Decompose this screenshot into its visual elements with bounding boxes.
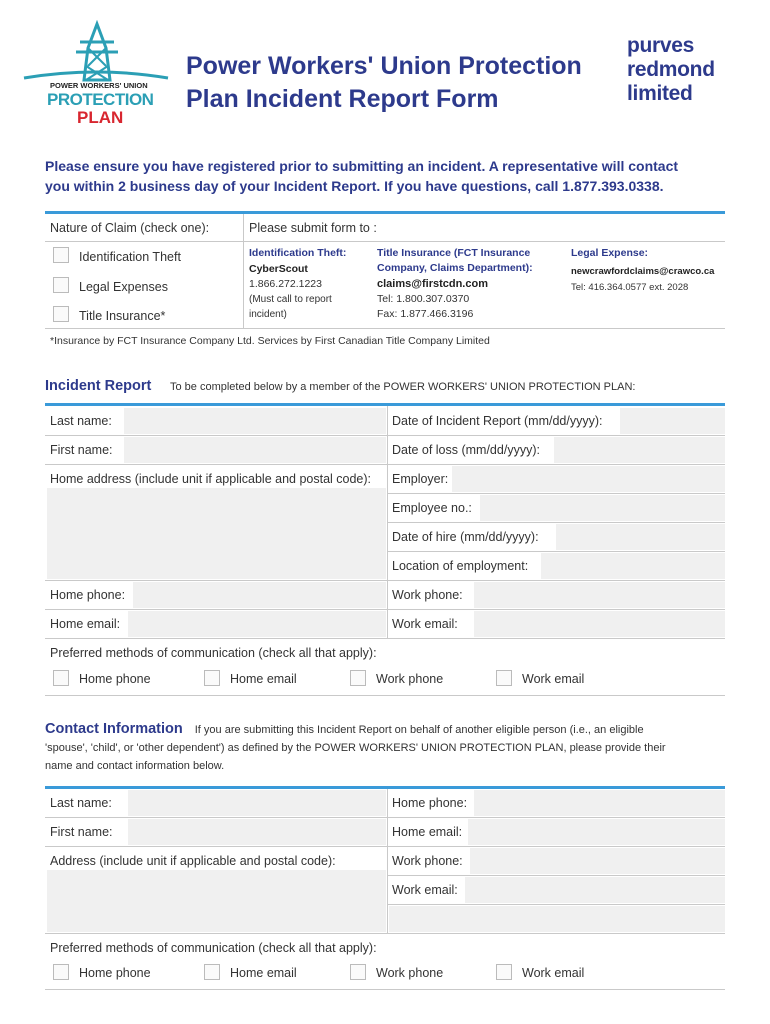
title-ins-tel: Tel: 1.800.307.0370	[377, 293, 470, 305]
divider	[45, 695, 725, 696]
incident-home-email-label: Home email	[230, 672, 297, 686]
contact-home-email-checkbox[interactable]	[204, 964, 220, 980]
insurance-footnote: *Insurance by FCT Insurance Company Ltd. Services by First Canadian Title Company Limited	[50, 335, 490, 347]
last-name-input[interactable]	[124, 408, 386, 434]
contact-home-email-input[interactable]	[468, 819, 725, 845]
id-theft-heading: Identification Theft:	[249, 247, 347, 259]
divider	[45, 241, 725, 242]
contact-home-phone-label: Home phone:	[392, 796, 468, 810]
divider	[45, 328, 725, 329]
divider	[45, 638, 725, 639]
date-hire-label: Date of hire (mm/dd/yyyy):	[392, 530, 539, 544]
submit-form-label: Please submit form to :	[249, 221, 377, 235]
legal-heading: Legal Expense:	[571, 247, 649, 259]
last-name-label: Last name:	[50, 414, 112, 428]
id-theft-contact	[249, 246, 369, 322]
id-theft-company: CyberScout	[249, 263, 308, 275]
contact-para-line3: name and contact information below.	[45, 760, 225, 772]
location-label: Location of employment:	[392, 559, 529, 573]
home-address-input[interactable]	[47, 488, 386, 579]
claim-title-label: Title Insurance*	[79, 309, 166, 323]
home-email-input[interactable]	[128, 611, 386, 637]
section-rule	[45, 786, 725, 789]
divider	[45, 933, 725, 934]
contact-work-email-input[interactable]	[465, 877, 725, 903]
first-name-input[interactable]	[124, 437, 386, 463]
work-email-label: Work email:	[392, 617, 458, 631]
contact-method-work-email: Work email	[522, 966, 585, 980]
contact-method-home-email: Home email	[230, 966, 297, 980]
date-report-input[interactable]	[620, 408, 725, 434]
date-report-label: Date of Incident Report (mm/dd/yyyy):	[392, 414, 603, 428]
contact-home-email-label: Home email:	[392, 825, 463, 839]
claim-id-theft-label: Identification Theft	[79, 250, 181, 264]
employee-no-input[interactable]	[480, 495, 725, 521]
incident-work-email-label: Work email	[522, 672, 585, 686]
intro-line1: Please ensure you have registered prior to submitting an incident. A representative will contact	[45, 158, 679, 174]
employer-input[interactable]	[452, 466, 725, 492]
title-ins-email: claims@firstcdn.com	[377, 278, 488, 290]
incident-work-email-checkbox[interactable]	[496, 670, 512, 686]
date-loss-input[interactable]	[554, 437, 725, 463]
contact-info-heading: Contact Information	[45, 721, 183, 737]
divider	[388, 522, 725, 523]
contact-extra-input[interactable]	[389, 906, 725, 932]
divider	[45, 435, 725, 436]
incident-report-heading: Incident Report	[45, 378, 152, 394]
contact-method-work-phone: Work phone	[376, 966, 444, 980]
title-line1: Power Workers' Union Protection	[186, 52, 582, 80]
contact-work-email-checkbox[interactable]	[496, 964, 512, 980]
intro-text	[45, 156, 735, 196]
title-ins-heading2: Company, Claims Department):	[377, 262, 533, 274]
logo-line1: PROTECTION	[47, 90, 154, 109]
incident-home-email-checkbox[interactable]	[204, 670, 220, 686]
contact-address-label: Address (include unit if applicable and postal code):	[50, 854, 336, 868]
id-theft-phone: 1.866.272.1223	[249, 278, 322, 290]
home-email-label: Home email:	[50, 617, 121, 631]
pref-comm-label: Preferred methods of communication (check all that apply):	[50, 646, 377, 660]
home-phone-input[interactable]	[133, 582, 386, 608]
section-rule	[45, 403, 725, 406]
work-phone-input[interactable]	[474, 582, 725, 608]
contact-first-name-label: First name:	[50, 825, 113, 839]
brand-line3: limited	[627, 82, 693, 105]
logo-top-text: POWER WORKERS' UNION	[50, 81, 148, 90]
divider	[388, 904, 725, 905]
claim-legal-checkbox[interactable]	[53, 277, 69, 293]
title-insurance-contact	[377, 246, 562, 322]
contact-home-phone-checkbox[interactable]	[53, 964, 69, 980]
employee-no-label: Employee no.:	[392, 501, 472, 515]
work-email-input[interactable]	[474, 611, 725, 637]
contact-last-name-label: Last name:	[50, 796, 112, 810]
id-theft-note1: (Must call to report	[249, 294, 332, 305]
title-line2: Plan Incident Report Form	[186, 85, 499, 113]
work-phone-label: Work phone:	[392, 588, 463, 602]
contact-para-line1: If you are submitting this Incident Report on behalf of another eligible person (i.e., an eligible	[194, 724, 644, 736]
incident-home-phone-checkbox[interactable]	[53, 670, 69, 686]
contact-work-email-label: Work email:	[392, 883, 458, 897]
divider	[388, 493, 725, 494]
claim-id-theft-checkbox[interactable]	[53, 247, 69, 263]
location-input[interactable]	[541, 553, 725, 579]
contact-work-phone-label: Work phone:	[392, 854, 463, 868]
divider	[45, 989, 725, 990]
home-phone-label: Home phone:	[50, 588, 126, 602]
divider	[45, 846, 725, 847]
first-name-label: First name:	[50, 443, 113, 457]
date-hire-input[interactable]	[556, 524, 725, 550]
brand-line1: purves	[627, 34, 695, 57]
purves-redmond-logo	[627, 34, 715, 106]
contact-work-phone-checkbox[interactable]	[350, 964, 366, 980]
date-loss-label: Date of loss (mm/dd/yyyy):	[392, 443, 540, 457]
incident-work-phone-checkbox[interactable]	[350, 670, 366, 686]
incident-work-phone-label: Work phone	[376, 672, 444, 686]
contact-para-line2: 'spouse', 'child', or 'other dependent') as defined by the POWER WORKERS' UNION PROTECTION PLAN, please provide their	[45, 742, 666, 754]
incident-report-subtitle: To be completed below by a member of the POWER WORKERS' UNION PROTECTION PLAN:	[170, 381, 636, 393]
contact-last-name-input[interactable]	[128, 790, 386, 816]
employer-label: Employer:	[392, 472, 449, 486]
nature-of-claim-label: Nature of Claim (check one):	[50, 221, 210, 235]
contact-info-intro	[45, 720, 730, 775]
divider	[388, 875, 725, 876]
divider	[45, 817, 725, 818]
divider	[243, 214, 244, 328]
claim-legal-label: Legal Expenses	[79, 280, 168, 294]
legal-email: newcrawfordclaims@crawco.ca	[571, 266, 715, 277]
contact-home-phone-input[interactable]	[474, 790, 725, 816]
id-theft-note2: incident)	[249, 309, 287, 320]
brand-line2: redmond	[627, 58, 715, 81]
contact-first-name-input[interactable]	[128, 819, 386, 845]
page-title	[186, 50, 606, 116]
contact-address-input[interactable]	[47, 870, 386, 932]
logo-line2: PLAN	[77, 108, 124, 127]
divider	[387, 789, 388, 933]
home-address-label: Home address (include unit if applicable and postal code):	[50, 472, 372, 486]
divider	[45, 580, 725, 581]
divider	[45, 464, 725, 465]
title-ins-heading1: Title Insurance (FCT Insurance	[377, 247, 531, 259]
intro-line2: you within 2 business day of your Incident Report. If you have questions, call 1.877.393.0338.	[45, 178, 664, 194]
incident-home-phone-label: Home phone	[79, 672, 151, 686]
contact-work-phone-input[interactable]	[470, 848, 725, 874]
pwu-protection-plan-logo	[22, 20, 172, 132]
title-ins-fax: Fax: 1.877.466.3196	[377, 308, 474, 320]
contact-pref-comm-label: Preferred methods of communication (check all that apply):	[50, 941, 377, 955]
divider	[45, 609, 725, 610]
section-rule	[45, 211, 725, 214]
divider	[388, 551, 725, 552]
contact-method-home-phone: Home phone	[79, 966, 151, 980]
legal-tel: Tel: 416.364.0577 ext. 2028	[571, 282, 689, 293]
legal-expense-contact	[571, 246, 731, 295]
claim-title-checkbox[interactable]	[53, 306, 69, 322]
